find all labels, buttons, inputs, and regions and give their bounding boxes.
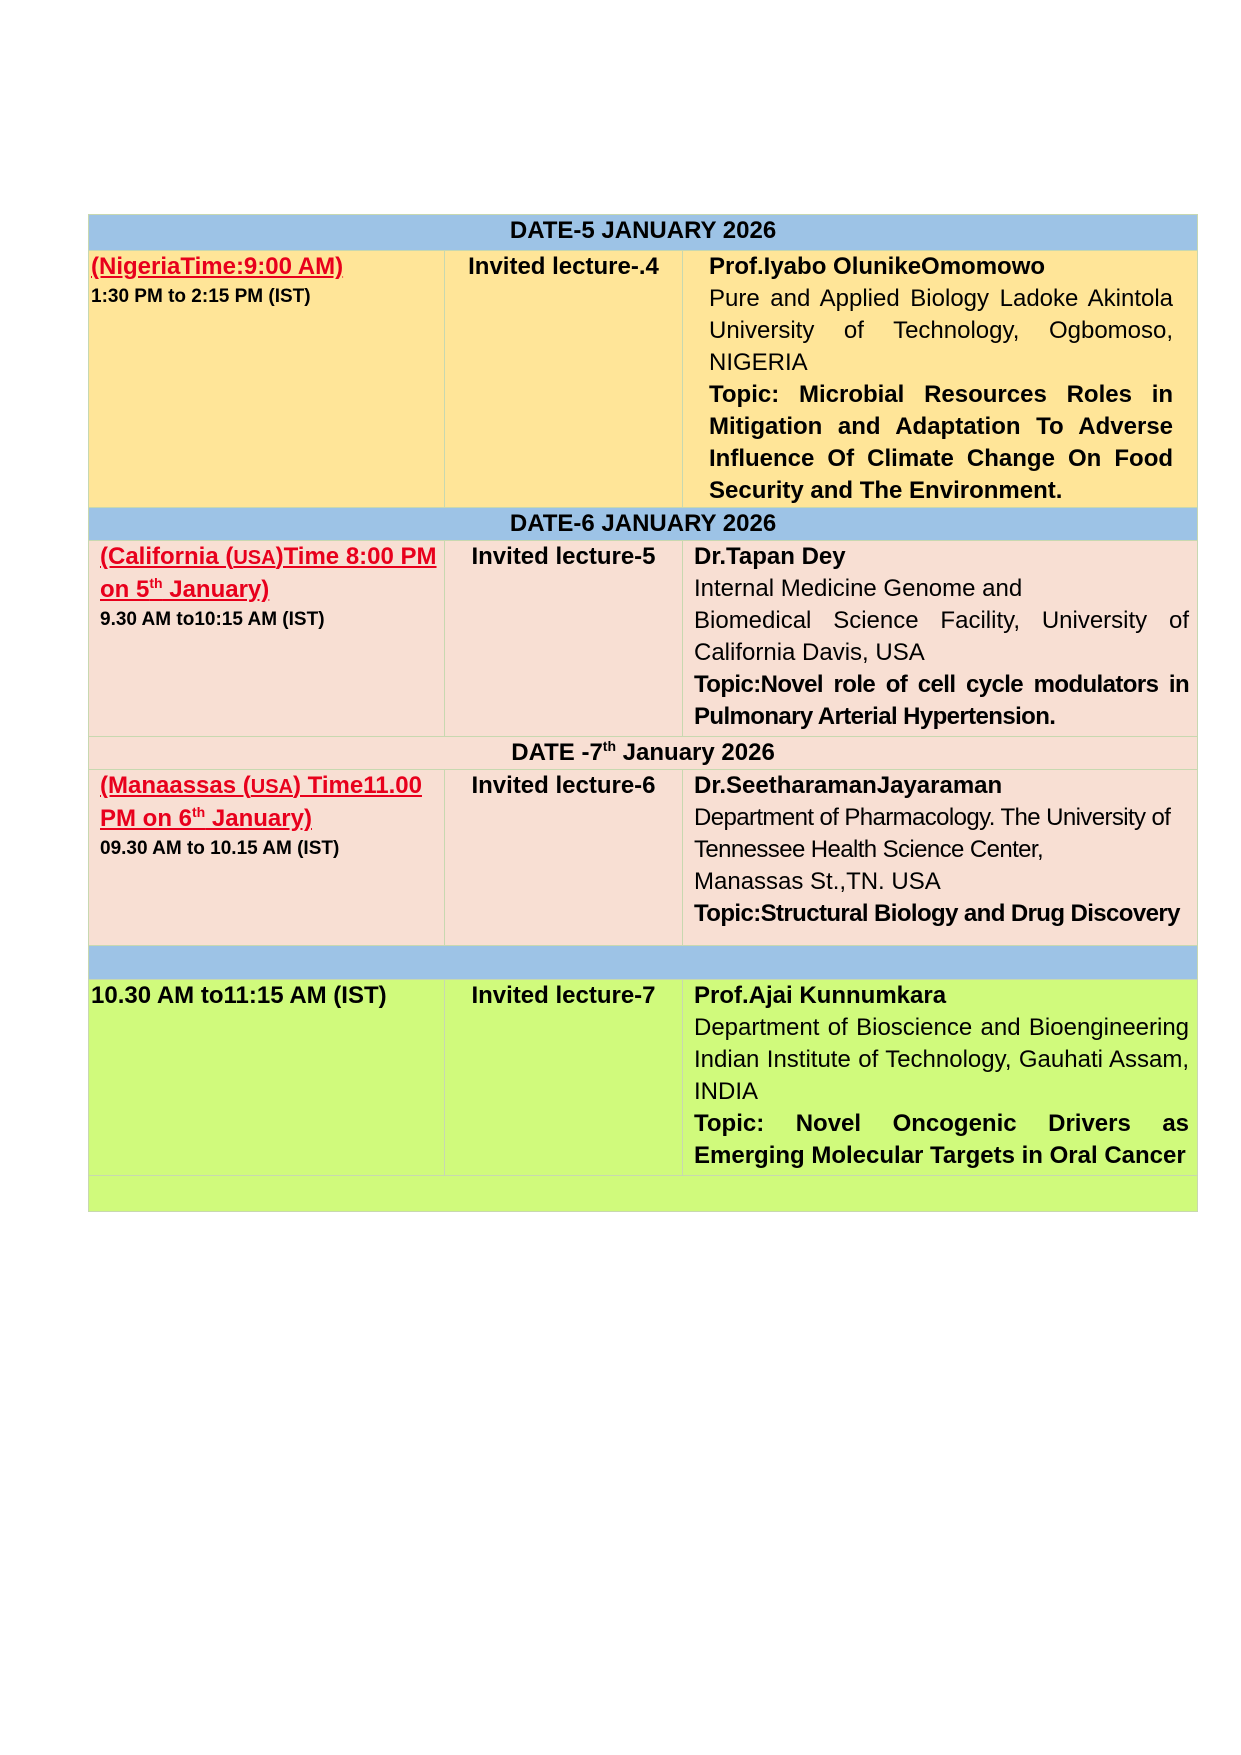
speaker-name: Dr.Tapan Dey xyxy=(694,543,846,570)
speaker-affiliation: Biomedical Science Facility, University of California Davis, USA xyxy=(694,607,1190,666)
time-cell xyxy=(89,541,445,737)
local-time: (California (USA)Time 8:00 PM on 5th January) xyxy=(100,543,437,603)
local-time: (Manaassas (USA) Time11.00 PM on 6th January) xyxy=(100,772,422,832)
speaker-affiliation: Manassas St.,TN. USA xyxy=(694,868,941,895)
lecture-label: Invited lecture-7 xyxy=(445,980,683,1176)
lecture-topic: Topic: Microbial Resources Roles in Mitigation and Adaptation To Adverse Influence Of Climate Change On Food Security and The Environment. xyxy=(709,381,1174,504)
lecture-topic: Topic: Novel Oncogenic Drivers as Emerging Molecular Targets in Oral Cancer xyxy=(694,1110,1190,1169)
lecture-topic: Topic:Novel role of cell cycle modulators in Pulmonary Arterial Hypertension. xyxy=(694,671,1190,730)
ist-time: 09.30 AM to 10.15 AM (IST) xyxy=(100,838,340,859)
ist-time: 9.30 AM to10:15 AM (IST) xyxy=(100,609,325,630)
date-row xyxy=(89,215,1198,251)
speaker-cell xyxy=(683,251,1198,508)
lecture-label: Invited lecture-5 xyxy=(445,541,683,737)
speaker-affiliation: Pure and Applied Biology Ladoke Akintola University of Technology, Ogbomoso, NIGERIA xyxy=(709,285,1174,376)
speaker-affiliation: Department of Bioscience and Bioengineering Indian Institute of Technology, Gauhati Assam, INDIA xyxy=(694,1014,1190,1105)
session-row xyxy=(89,980,1198,1176)
date-row xyxy=(89,737,1198,770)
session-row xyxy=(89,541,1198,737)
session-row xyxy=(89,770,1198,946)
lecture-label: Invited lecture-6 xyxy=(445,770,683,946)
speaker-affiliation: Internal Medicine Genome and xyxy=(694,575,1023,602)
ist-time: 1:30 PM to 2:15 PM (IST) xyxy=(91,286,311,307)
speaker-cell xyxy=(683,770,1198,946)
local-time: (NigeriaTime:9:00 AM) xyxy=(91,253,344,280)
time-cell xyxy=(89,770,445,946)
date-label: DATE-5 JANUARY 2026 xyxy=(89,215,1198,251)
date-row xyxy=(89,508,1198,541)
lecture-label: Invited lecture-.4 xyxy=(445,251,683,508)
schedule-table xyxy=(88,214,1198,1212)
time-cell xyxy=(89,980,445,1176)
ist-time: 10.30 AM to11:15 AM (IST) xyxy=(91,982,387,1009)
date-label: DATE-6 JANUARY 2026 xyxy=(89,508,1198,541)
speaker-affiliation: Department of Pharmacology. The University of Tennessee Health Science Center, xyxy=(694,804,1171,863)
speaker-name: Prof.Ajai Kunnumkara xyxy=(694,982,947,1009)
speaker-name: Dr.SeetharamanJayaraman xyxy=(694,772,1003,799)
lecture-topic: Topic:Structural Biology and Drug Discovery xyxy=(694,900,1180,927)
date-label: DATE -7th January 2026 xyxy=(89,737,1198,770)
separator-row xyxy=(89,1176,1198,1212)
time-cell xyxy=(89,251,445,508)
session-row xyxy=(89,251,1198,508)
separator-row xyxy=(89,946,1198,980)
speaker-cell xyxy=(683,541,1198,737)
speaker-cell xyxy=(683,980,1198,1176)
speaker-name: Prof.Iyabo OlunikeOmomowo xyxy=(709,253,1046,280)
